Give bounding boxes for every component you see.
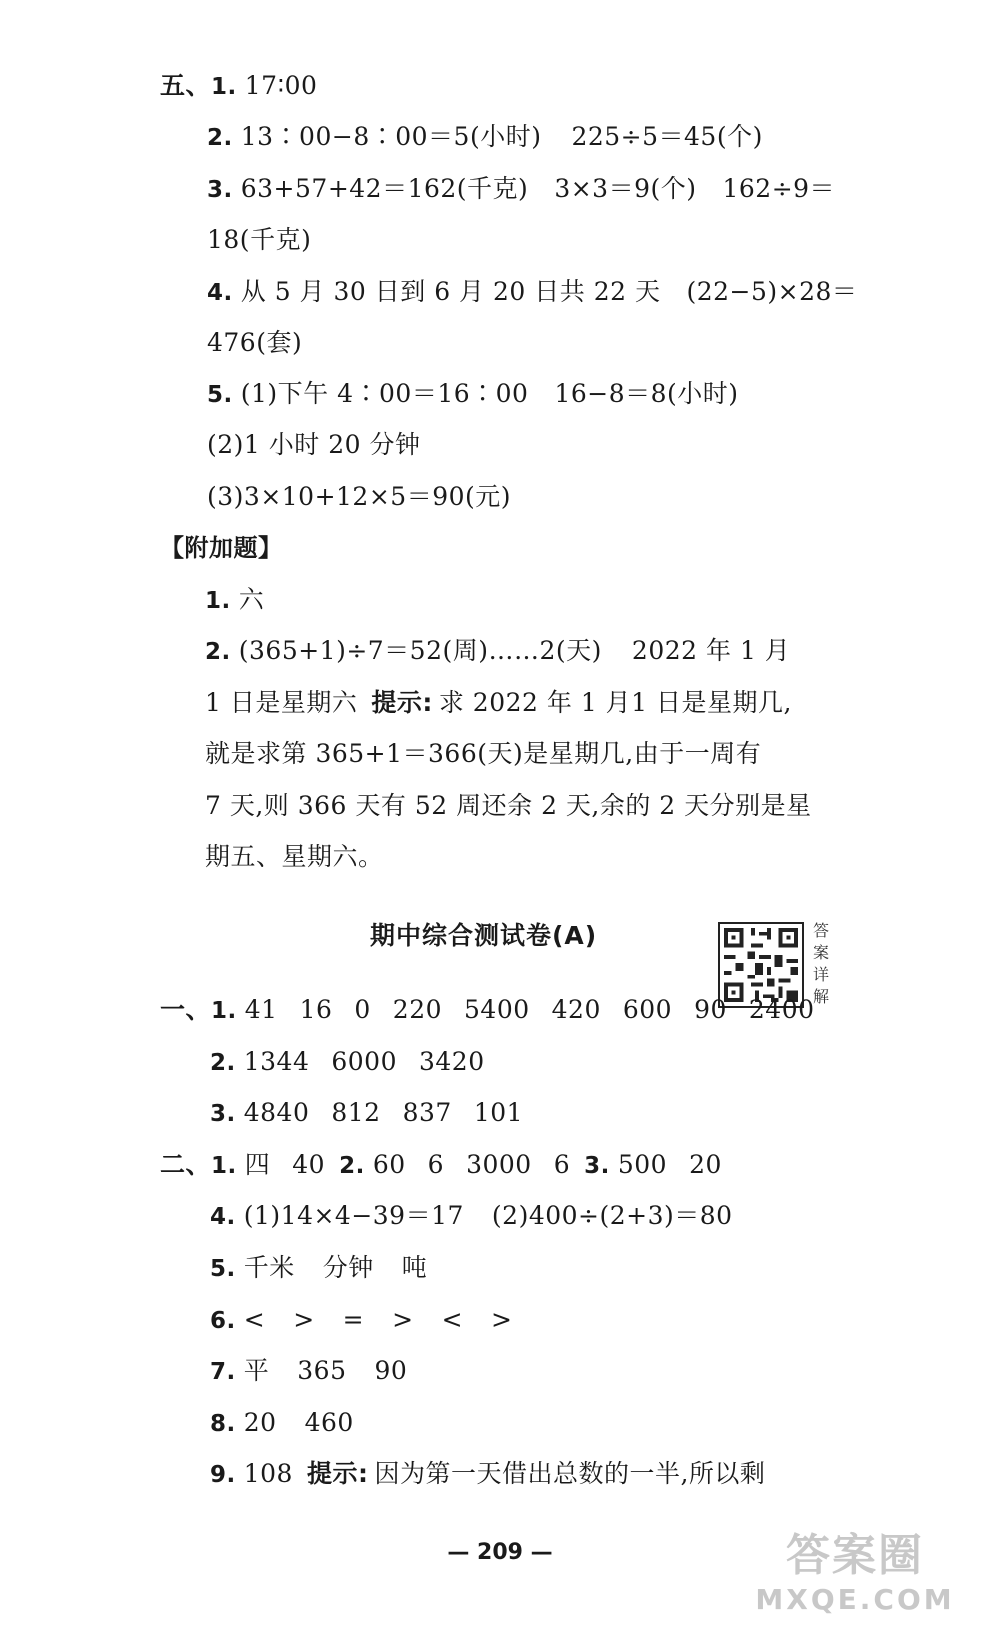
s2-row-4: 4. (1)14×4−39＝17 (2)400÷(2+3)＝80 <box>210 1201 733 1230</box>
watermark-top: 答案圈 <box>786 1530 924 1581</box>
s5-line-4: 4. 从 5 月 30 日到 6 月 20 日共 22 天 (22−5)×28＝ <box>207 277 858 306</box>
s5-line-2: 2. 13∶00−8∶00＝5(小时) 225÷5＝45(个) <box>207 122 763 151</box>
s5-line-3b: 18(千克) <box>207 225 312 254</box>
exam-title: 期中综合测试卷(A) <box>370 921 598 950</box>
extra-q2: 2. (365+1)÷7＝52(周)……2(天) 2022 年 1 月 <box>205 636 791 665</box>
s1-row-2: 2. 1344 6000 3420 <box>210 1047 485 1076</box>
section-2-label: 二、 <box>160 1150 212 1179</box>
extra-q2-line2: 1 日是星期六 提示: 求 2022 年 1 月1 日是星期几, <box>0 679 1000 727</box>
page-number: — 209 — <box>447 1540 553 1565</box>
s2-row-7: 7. 平 365 90 <box>210 1356 408 1385</box>
s2-row-9: 9. 108 提示: 因为第一天借出总数的一半,所以剩 <box>0 1450 1000 1498</box>
hint-label: 提示: <box>371 688 433 717</box>
s5-line-5: 5. (1)下午 4∶00＝16∶00 16−8＝8(小时) <box>207 379 739 408</box>
s5-line-3: 3. 63+57+42＝162(千克) 3×3＝9(个) 162÷9＝ <box>207 174 836 203</box>
extra-heading <box>0 524 1000 572</box>
s2-row-8: 8. 20 460 <box>210 1408 354 1437</box>
qr-caption: 答案详解 <box>812 921 829 1006</box>
extra-q2-line5: 期五、星期六。 <box>205 842 384 871</box>
s2-row-1: 二、1. 四 40 2. 60 6 3000 6 3. 500 20 <box>0 1141 1000 1189</box>
s2-row-6: 6. < > = > < > <box>210 1305 513 1334</box>
section-1-label: 一、 <box>160 995 212 1024</box>
s5-line-5c: (3)3×10+12×5＝90(元) <box>207 482 512 511</box>
section-5-label: 五、 <box>160 71 212 100</box>
extra-label: 【附加题】 <box>160 534 283 562</box>
watermark-logo <box>720 1530 990 1625</box>
s5-line-1: 五、1. 17∶00 <box>0 62 1000 110</box>
s1-row-1: 一、1. 41 16 0 220 5400 420 600 90 2400 <box>0 986 1000 1034</box>
extra-q1: 1. 六 <box>205 585 265 614</box>
hint-label: 提示: <box>306 1459 369 1488</box>
s2-row-5: 5. 千米 分钟 吨 <box>210 1253 428 1282</box>
s5-line-5b: (2)1 小时 20 分钟 <box>207 430 421 459</box>
s1-row-3: 3. 4840 812 837 101 <box>210 1098 524 1127</box>
s5-line-4b: 476(套) <box>207 328 303 357</box>
watermark-bottom: MXQE.COM <box>755 1583 955 1616</box>
extra-q2-line3: 就是求第 365+1＝366(天)是星期几,由于一周有 <box>205 739 762 768</box>
extra-q2-line4: 7 天,则 366 天有 52 周还余 2 天,余的 2 天分别是星 <box>205 791 812 820</box>
